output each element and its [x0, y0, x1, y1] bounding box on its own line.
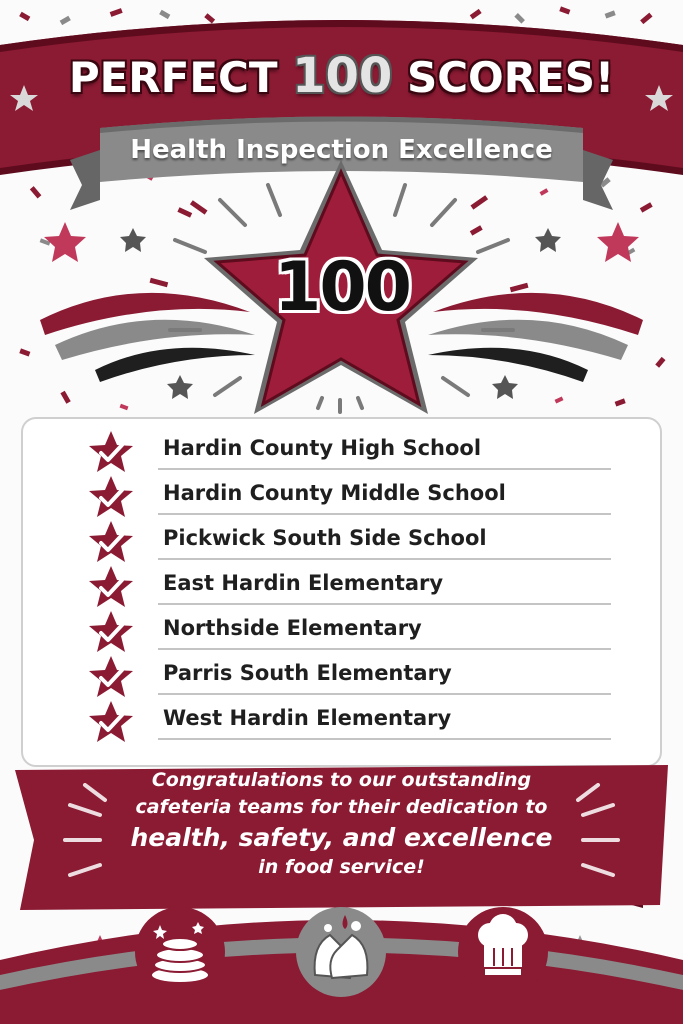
star-check-icon	[86, 520, 136, 564]
star-check-icon	[86, 610, 136, 654]
list-item	[86, 516, 611, 561]
star-check-icon	[86, 655, 136, 699]
divider	[158, 468, 611, 470]
list-item	[86, 561, 611, 606]
list-item	[86, 606, 611, 651]
congratulations-message	[110, 767, 573, 881]
title-number: 100	[292, 48, 393, 104]
divider	[158, 513, 611, 515]
list-item	[86, 471, 611, 516]
school-name: Northside Elementary	[163, 616, 422, 640]
message-line-2: cafeteria teams for their dedication to	[135, 796, 548, 818]
score-badge: 100	[274, 248, 410, 327]
school-name: Pickwick South Side School	[163, 526, 487, 550]
star-check-icon	[86, 475, 136, 519]
divider	[158, 738, 611, 740]
school-name: East Hardin Elementary	[163, 571, 444, 595]
title-prefix: PERFECT	[68, 53, 278, 102]
list-item	[86, 651, 611, 696]
star-check-icon	[86, 565, 136, 609]
divider	[158, 558, 611, 560]
star-check-icon	[86, 430, 136, 474]
divider	[158, 693, 611, 695]
list-item	[86, 696, 611, 741]
school-name: Hardin County Middle School	[163, 481, 506, 505]
school-name: Hardin County High School	[163, 436, 482, 460]
school-name: West Hardin Elementary	[163, 706, 452, 730]
page-subtitle: Health Inspection Excellence	[130, 135, 553, 165]
page-title	[0, 48, 683, 106]
message-line-3: health, safety, and excellence	[130, 823, 553, 852]
star-check-icon	[86, 700, 136, 744]
school-name: Parris South Elementary	[163, 661, 452, 685]
message-line-1: Congratulations to our outstanding	[151, 769, 532, 791]
title-suffix: SCORES!	[406, 53, 615, 102]
list-item	[86, 426, 611, 471]
divider	[158, 603, 611, 605]
divider	[158, 648, 611, 650]
message-line-4: in food service!	[258, 856, 425, 878]
